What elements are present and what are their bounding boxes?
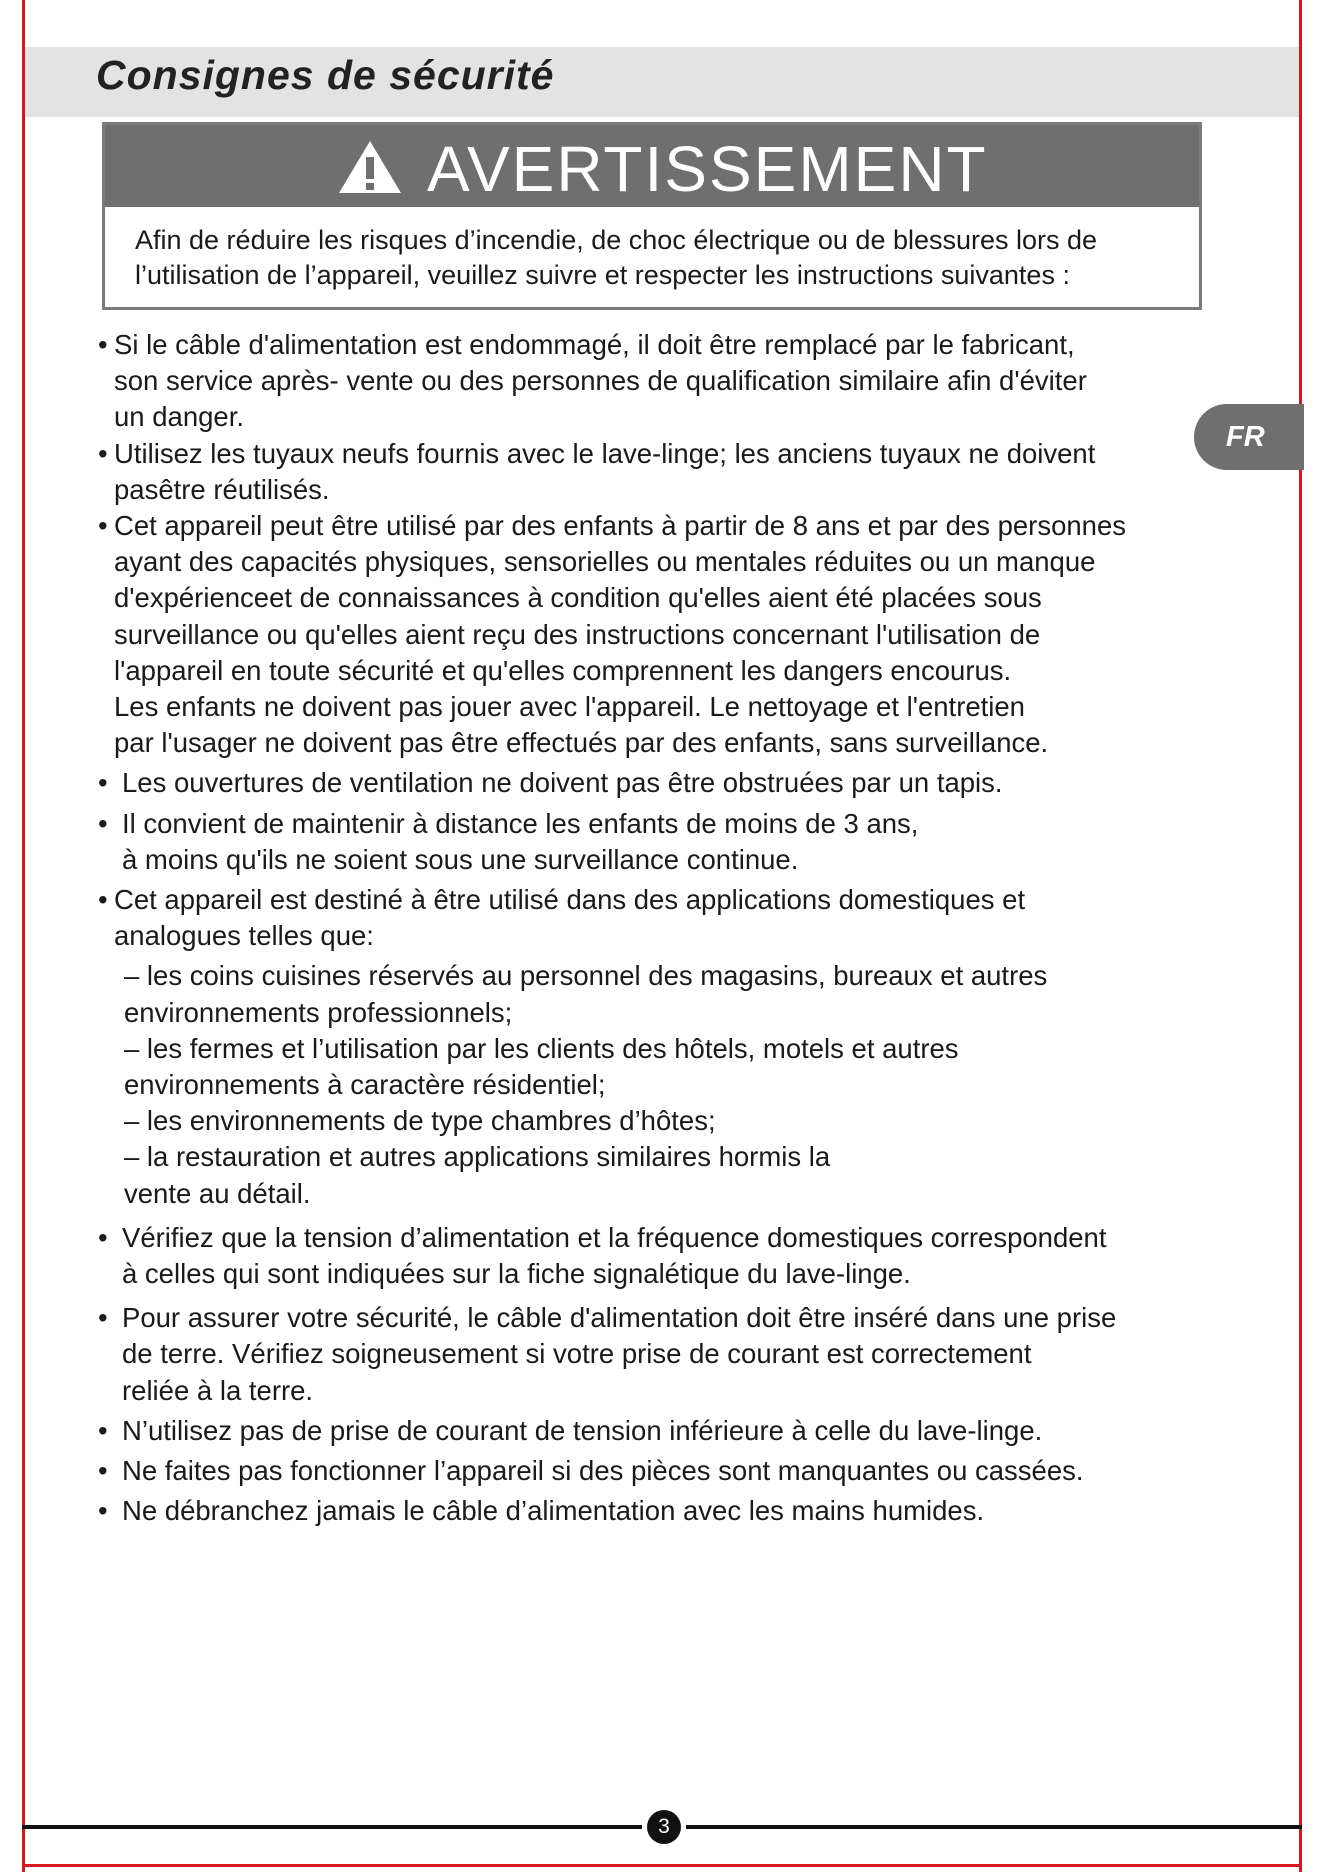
sub-list-line: environnements à caractère résidentiel; [124, 1069, 606, 1101]
warning-header [105, 125, 1199, 207]
page-border-right [1299, 0, 1302, 1872]
item-line: à moins qu'ils ne soient sous une surveillance continue. [122, 843, 799, 875]
list-item [96, 508, 1226, 761]
item-line: Vérifiez que la tension d’alimentation et la fréquence domestiques correspondent [122, 1221, 1107, 1253]
bullet: • [98, 807, 108, 839]
item-line: d'expérienceet de connaissances à condition qu'elles aient été placées sous [114, 582, 1042, 614]
page-border-left [22, 0, 25, 1872]
warning-intro-line: l’utilisation de l’appareil, veuillez suivre et respecter les instructions suivantes : [135, 260, 1070, 290]
item-line: Ne débranchez jamais le câble d’alimentation avec les mains humides. [122, 1495, 985, 1527]
item-line: reliée à la terre. [122, 1374, 314, 1406]
bullet: • [98, 1302, 108, 1334]
item-line: un danger. [114, 401, 244, 433]
item-line: Ne faites pas fonctionner l’appareil si des pièces sont manquantes ou cassées. [122, 1455, 1084, 1487]
warning-triangle-icon [337, 139, 403, 195]
sub-list-line: vente au détail. [124, 1177, 311, 1209]
list-item [96, 806, 1226, 878]
list-item [96, 765, 1226, 801]
sub-list-line: – les fermes et l’utilisation par les clients des hôtels, motels et autres [124, 1032, 959, 1064]
item-line: Cet appareil est destiné à être utilisé dans des applications domestiques et [114, 884, 1026, 916]
bullet: • [98, 1221, 108, 1253]
warning-title: AVERTISSEMENT [427, 133, 988, 205]
item-line: pasêtre réutilisés. [114, 473, 330, 505]
warning-intro [105, 207, 1199, 293]
item-line: l'appareil en toute sécurité et qu'elles comprennent les dangers encourus. [114, 654, 1012, 686]
item-line: Il convient de maintenir à distance les enfants de moins de 3 ans, [122, 807, 919, 839]
footer-rule-right [686, 1825, 1302, 1829]
item-line: Si le câble d'alimentation est endommagé, il doit être remplacé par le fabricant, [114, 329, 1075, 360]
list-item [96, 436, 1226, 508]
item-line: Les enfants ne doivent pas jouer avec l'appareil. Le nettoyage et l'entretien [114, 691, 1025, 723]
list-item [96, 882, 1226, 1212]
safety-instructions [96, 327, 1226, 1530]
sub-list [114, 958, 1226, 1211]
item-line: ayant des capacités physiques, sensorielles ou mentales réduites ou un manque [114, 546, 1096, 578]
bullet: • [98, 329, 108, 360]
item-line: surveillance ou qu'elles aient reçu des instructions concernant l'utilisation de [114, 618, 1041, 650]
bullet: • [98, 510, 108, 542]
item-line: son service après- vente ou des personnes de qualification similaire afin d'éviter [114, 365, 1087, 397]
item-line: à celles qui sont indiquées sur la fiche signalétique du lave-linge. [122, 1258, 911, 1290]
page-title: Consignes de sécurité [96, 52, 555, 98]
list-item [96, 327, 1226, 436]
bullet: • [98, 1414, 108, 1446]
item-line: Pour assurer votre sécurité, le câble d'alimentation doit être inséré dans une prise [122, 1302, 1117, 1334]
item-line: par l'usager ne doivent pas être effectués par des enfants, sans surveillance. [114, 727, 1049, 759]
sub-list-line: – les coins cuisines réservés au personnel des magasins, bureaux et autres [124, 960, 1048, 992]
sub-list-line: environnements professionnels; [124, 996, 513, 1028]
list-item [96, 1453, 1226, 1489]
warning-intro-line: Afin de réduire les risques d’incendie, de choc électrique ou de blessures lors de [135, 225, 1098, 255]
item-line: Cet appareil peut être utilisé par des enfants à partir de 8 ans et par des personnes [114, 510, 1127, 542]
item-line: Utilisez les tuyaux neufs fournis avec le lave-linge; les anciens tuyaux ne doivent [114, 437, 1096, 469]
item-line: de terre. Vérifiez soigneusement si votre prise de courant est correctement [122, 1338, 1032, 1370]
language-tab: FR [1194, 404, 1304, 470]
warning-box [102, 122, 1202, 310]
item-line: analogues telles que: [114, 920, 374, 952]
bullet: • [98, 884, 108, 916]
sub-list-line: – les environnements de type chambres d’hôtes; [124, 1105, 716, 1137]
page-number: 3 [647, 1810, 681, 1844]
bullet: • [98, 437, 108, 469]
item-line: N’utilisez pas de prise de courant de tension inférieure à celle du lave-linge. [122, 1414, 1043, 1446]
sub-list-line: – la restauration et autres applications similaires hormis la [124, 1141, 831, 1173]
list-item [96, 1220, 1226, 1292]
bullet: • [98, 767, 108, 799]
footer-rule-left [22, 1825, 642, 1829]
item-line: Les ouvertures de ventilation ne doivent pas être obstruées par un tapis. [122, 767, 1003, 799]
list-item [96, 1413, 1226, 1449]
list-item [96, 1300, 1226, 1409]
page-border-bottom [22, 1864, 1302, 1867]
bullet: • [98, 1495, 108, 1527]
list-item [96, 1493, 1226, 1529]
bullet: • [98, 1455, 108, 1487]
